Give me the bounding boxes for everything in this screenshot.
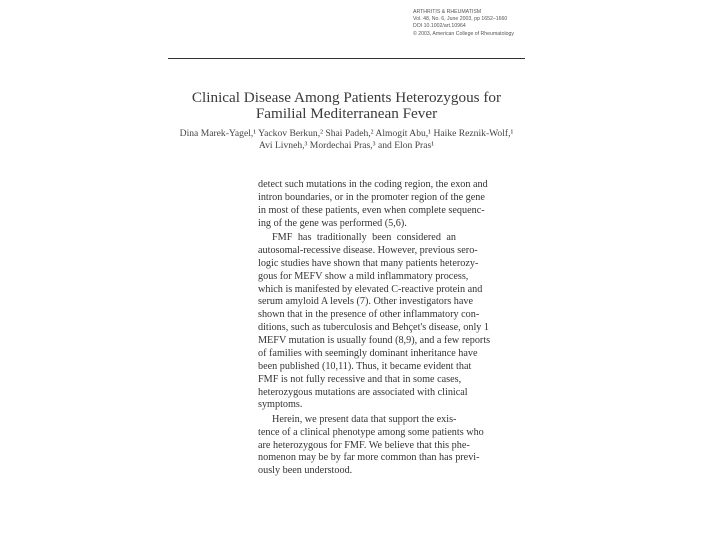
- body-line: serum amyloid A levels (7). Other investigators have: [258, 296, 474, 308]
- body-line: FMF is not fully recessive and that in some cases,: [258, 373, 462, 385]
- body-line: detect such mutations in the coding region, the exon and: [258, 179, 488, 190]
- body-line: are heterozygous for FMF. We believe that this phe-: [258, 439, 470, 451]
- body-line: symptoms.: [258, 399, 303, 411]
- author-list: [168, 128, 525, 151]
- body-line: ing of the gene was performed (5,6).: [258, 217, 407, 229]
- body-line: gous for MEFV show a mild inflammatory process,: [258, 270, 469, 282]
- author-line: Dina Marek-Yagel,¹ Yackov Berkun,² Shai Padeh,² Almogit Abu,¹ Haike Reznik-Wolf,¹: [179, 128, 514, 139]
- journal-name: ARTHRITIS & RHEUMATISM: [413, 9, 482, 15]
- journal-volume: Vol. 48, No. 6, June 2003, pp 1652–1660: [413, 16, 508, 23]
- body-line: tence of a clinical phenotype among some patients who: [258, 426, 484, 438]
- body-line: MEFV mutation is usually found (8,9), and a few reports: [258, 335, 491, 346]
- body-line: ously been understood.: [258, 465, 353, 477]
- body-line: been published (10,11). Thus, it became evident that: [258, 360, 472, 372]
- body-line: logic studies have shown that many patients heterozy-: [258, 257, 479, 269]
- header-rule: [168, 58, 525, 59]
- body-line: FMF has traditionally been considered an: [272, 232, 456, 243]
- author-line: Avi Livneh,³ Mordechai Pras,³ and Elon Pras¹: [258, 139, 435, 151]
- body-line: Herein, we present data that support the exis-: [272, 413, 457, 425]
- journal-copyright: © 2003, American College of Rheumatology: [413, 30, 515, 37]
- body-line: autosomal-recessive disease. However, previous sero-: [258, 244, 478, 256]
- journal-citation: [413, 9, 603, 38]
- title-line: Clinical Disease Among Patients Heterozygous for: [191, 89, 502, 106]
- body-line: in most of these patients, even when complete sequenc-: [258, 204, 485, 216]
- article-body: [258, 179, 491, 478]
- article-title: [168, 90, 525, 122]
- body-line: heterozygous mutations are associated with clinical: [258, 386, 468, 398]
- body-line: intron boundaries, or in the promoter region of the gene: [258, 191, 485, 203]
- journal-doi: DOI 10.1002/art.10964: [413, 23, 466, 30]
- body-line: nomenon may be by far more common than has previ-: [258, 452, 480, 464]
- body-line: ditions, such as tuberculosis and Behçet's disease, only 1: [258, 322, 490, 334]
- body-line: shown that in the presence of other inflammatory con-: [258, 309, 480, 321]
- body-line: which is manifested by elevated C-reactive protein and: [258, 283, 483, 295]
- title-line: Familial Mediterranean Fever: [255, 105, 438, 122]
- body-line: of families with seemingly dominant inheritance have: [258, 347, 478, 359]
